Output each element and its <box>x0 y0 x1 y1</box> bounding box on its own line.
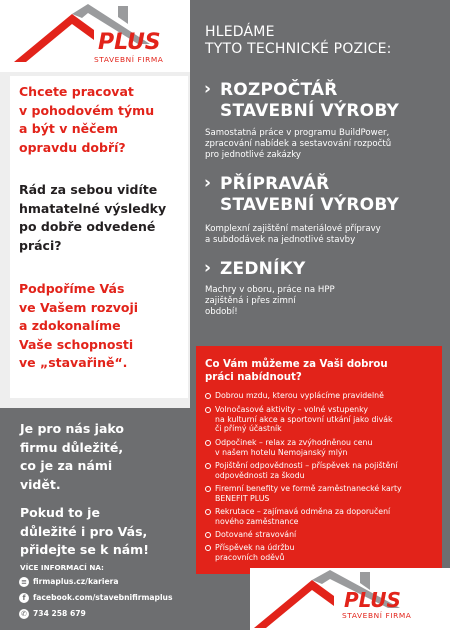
position-title: ZEDNÍKY <box>220 259 306 279</box>
position-description: Komplexní zajištění materiálové přípravy <box>205 224 381 234</box>
support-line: a zdokonalíme <box>19 318 121 333</box>
benefit-text: nového zaměstnance <box>215 516 299 526</box>
chevron-right-icon: › <box>204 173 212 193</box>
phone-icon: ✆ <box>19 609 29 619</box>
statement-line: Rád za sebou vidíte <box>19 182 158 197</box>
benefit-text: Rekrutace – zajímavá odměna za doporučení <box>215 507 391 516</box>
heading-line: TYTO TECHNICKÉ POZICE: <box>205 41 392 57</box>
question-line: v pohodovém týmu <box>19 102 155 118</box>
support-line: ve „stavařině“. <box>19 355 128 370</box>
important-line: co je za námi <box>20 458 113 473</box>
contact-heading: VÍCE INFORMACÍ NA: <box>20 563 104 572</box>
question-line: a být v něčem <box>19 121 118 136</box>
logo-tagline: STAVEBNÍ FIRMA <box>342 611 412 620</box>
web-icon: ≡ <box>19 577 29 587</box>
bullet-icon <box>205 393 211 399</box>
benefit-text: či přímý účastník <box>215 424 282 434</box>
support-line: ve Vašem rozvoji <box>19 299 139 315</box>
bullet-icon <box>205 463 211 469</box>
benefit-text: Dobrou mzdu, kterou vyplácíme pravidelně <box>215 391 384 400</box>
benefit-text: Příspěvek na údržbu <box>215 543 295 552</box>
position-description: období! <box>205 307 238 318</box>
facebook-link[interactable]: facebook.com/stavebnifirmaplus <box>33 593 173 602</box>
benefit-text: pracovních oděvů <box>215 552 285 562</box>
important-line: vidět. <box>20 476 61 492</box>
logo-top-area <box>0 0 190 72</box>
position-title: STAVEBNÍ VÝROBY <box>220 101 400 121</box>
chevron-right-icon: › <box>204 258 212 278</box>
position-description: pro jednotlivé zakázky <box>205 150 302 161</box>
join-line: důležité i pro Vás, <box>20 523 148 539</box>
join-line: přidejte se k nám! <box>20 542 149 557</box>
benefit-text: odpovědnosti za škodu <box>215 470 305 480</box>
heading-line: HLEDÁME <box>205 24 275 40</box>
position-description: Samostatná práce v programu BuildPower, <box>205 128 390 138</box>
facebook-icon: f <box>19 593 29 603</box>
benefit-text: Firemní benefity ve formě zaměstnanecké karty <box>215 484 402 493</box>
benefit-text: Volnočasové aktivity – volné vstupenky <box>215 405 368 414</box>
benefits-title-line: práci nabídnout? <box>205 372 302 383</box>
statement-line: hmatatelné výsledky <box>19 200 167 216</box>
bullet-icon <box>205 407 211 413</box>
benefit-text: Dotované stravování <box>215 530 297 539</box>
logo-brand-name: PLUS <box>344 588 401 612</box>
statement-line: po dobře odvedené <box>19 219 156 234</box>
logo-tagline: STAVEBNÍ FIRMA <box>94 55 164 64</box>
benefit-text: BENEFIT PLUS <box>215 493 270 503</box>
question-line: Chcete pracovat <box>19 84 134 99</box>
benefits-title-line: Co Vám můžeme za Vaši dobrou <box>205 359 388 370</box>
position-description: zajištěná i přes zimní <box>205 296 296 307</box>
position-title: STAVEBNÍ VÝROBY <box>220 195 400 215</box>
benefit-text: Pojištění odpovědnosti – příspěvek na pojištění <box>215 461 398 470</box>
support-line: Vaše schopnosti <box>19 336 134 352</box>
statement-line: práci? <box>19 237 62 253</box>
bullet-icon <box>205 486 211 492</box>
bullet-icon <box>205 545 211 551</box>
benefit-text: v našem hotelu Nemojanský mlýn <box>215 447 348 457</box>
position-description: a subdodávek na jednotlivé stavby <box>205 235 356 246</box>
bullet-icon <box>205 509 211 515</box>
logo-brand-name: PLUS <box>98 30 161 55</box>
position-title: ROZPOČTÁŘ <box>220 80 338 100</box>
benefit-text: na kulturní akce a sportovní utkání jako divák <box>215 414 393 424</box>
position-description: zpracování nabídek a sestavování rozpočtů <box>205 139 392 150</box>
support-line: Podpoříme Vás <box>19 281 125 296</box>
join-line: Pokud to je <box>20 505 100 520</box>
phone-number[interactable]: 734 258 679 <box>33 609 86 618</box>
benefit-text: Odpočinek – relax za zvýhodněnou cenu <box>215 438 373 447</box>
web-link[interactable]: firmaplus.cz/kariera <box>33 577 119 586</box>
chevron-right-icon: › <box>204 79 212 99</box>
important-line: firmu důležité, <box>20 439 124 455</box>
bullet-icon <box>205 532 211 538</box>
question-line: opravdu dobří? <box>19 139 126 155</box>
position-description: Machry v oboru, práce na HPP <box>205 285 335 295</box>
position-title: PŘÍPRAVÁŘ <box>220 174 330 194</box>
important-line: Je pro nás jako <box>20 421 124 436</box>
bullet-icon <box>205 440 211 446</box>
